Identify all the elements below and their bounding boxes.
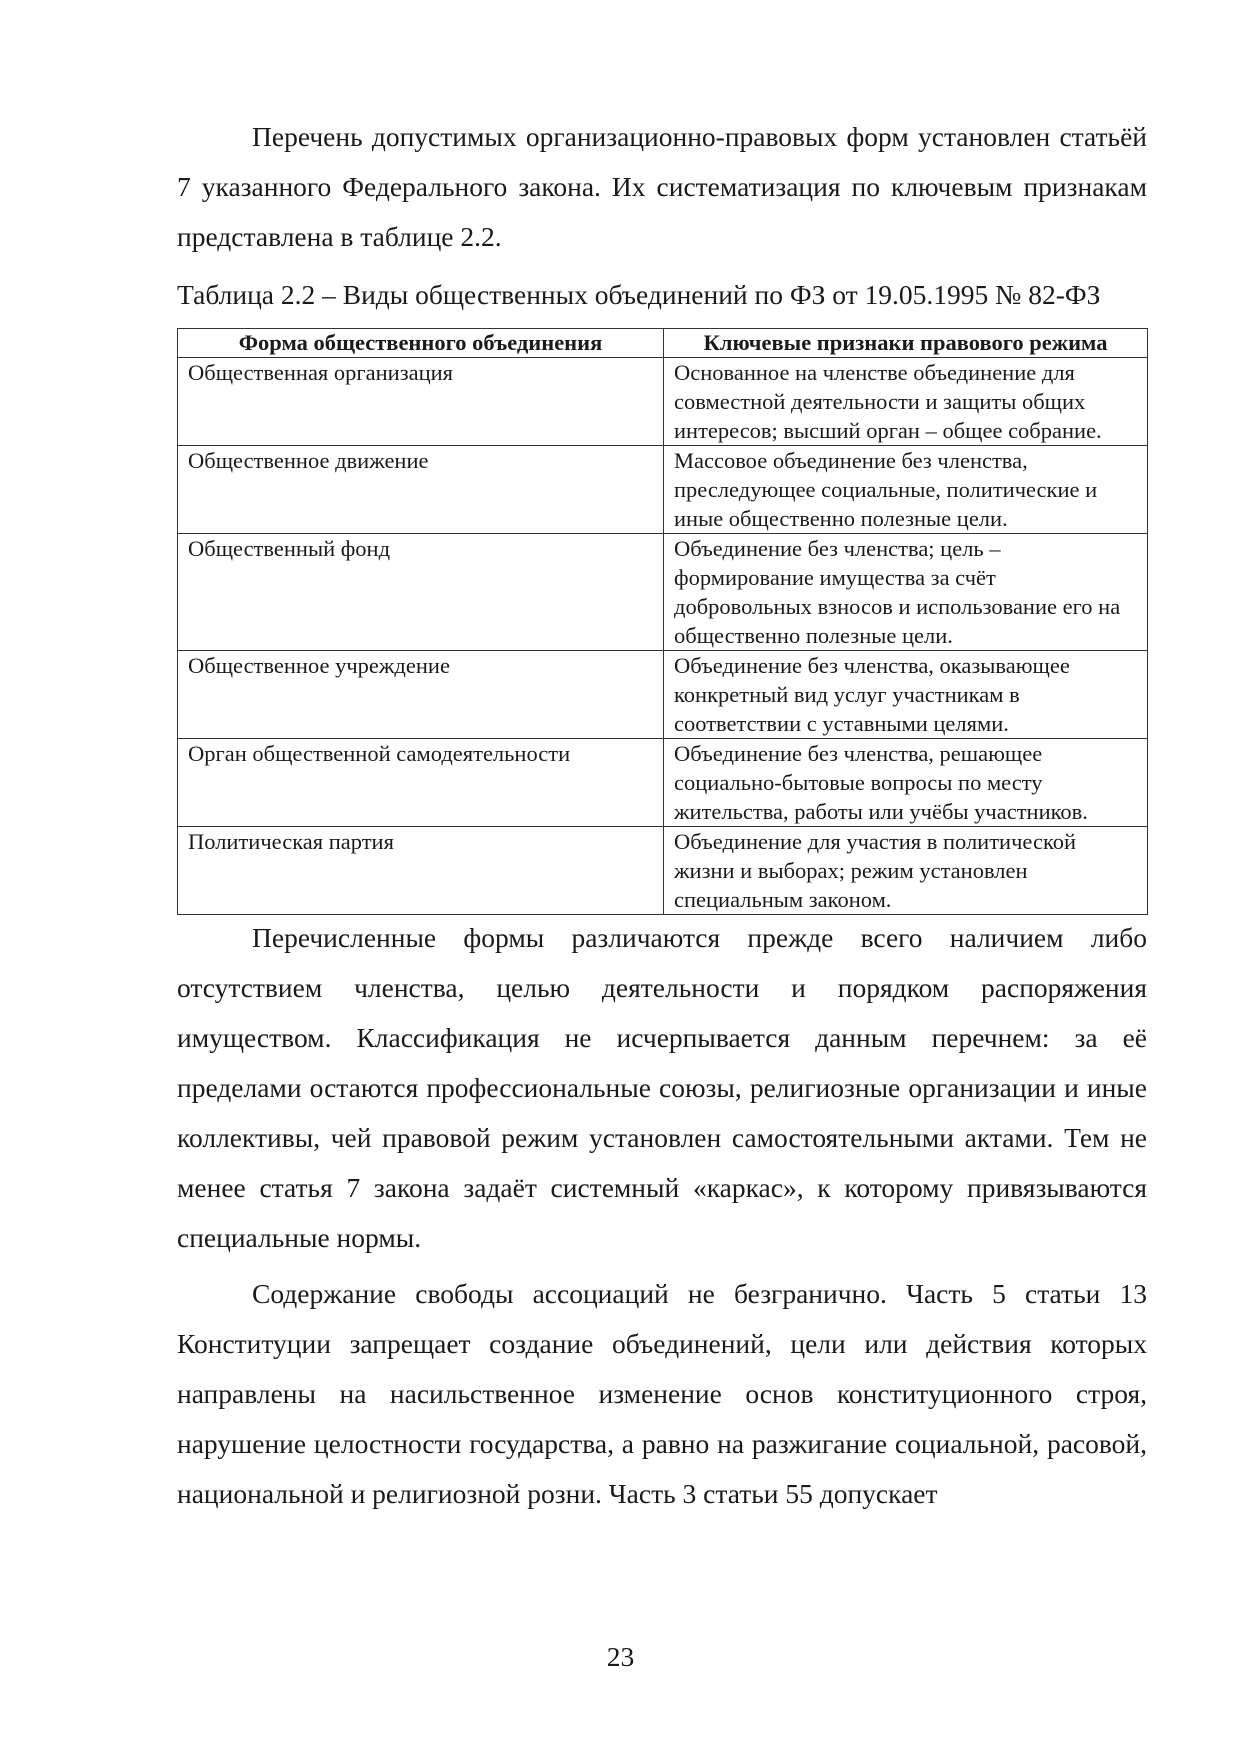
- cell-form: Общественное движение: [178, 446, 664, 534]
- column-header-form: Форма общественного объединения: [178, 329, 664, 358]
- cell-features: Объединение для участия в политической жизни и выборах; режим установлен специальным законом.: [664, 827, 1148, 915]
- cell-form: Общественное учреждение: [178, 651, 664, 739]
- page-number: 23: [606, 1641, 635, 1672]
- cell-features: Объединение без членства, решающее социально-бытовые вопросы по месту жительства, работы или учёбы участников.: [664, 739, 1148, 827]
- table-row: [178, 358, 1148, 446]
- table-row: [178, 827, 1148, 915]
- cell-features: Основанное на членстве объединение для совместной деятельности и защиты общих интересов; высший орган – общее собрание.: [664, 358, 1148, 446]
- paragraph-after-table: Перечисленные формы различаются прежде всего наличием либо отсутствием членства, целью деятельности и порядком распоряжения имуществом. Классификация не исчерпывается данным перечнем: за её пределами остаются профессиональные союзы, религиозные организации и иные коллективы, чей правовой режим установлен самостоятельными актами. Тем не менее статья 7 закона задаёт системный «каркас», к которому привязываются специальные нормы.: [177, 922, 1147, 1253]
- table-row: [178, 446, 1148, 534]
- document-page: [177, 112, 1147, 1519]
- cell-form: Политическая партия: [178, 827, 664, 915]
- organization-forms-table: [177, 328, 1148, 915]
- cell-form: Орган общественной самодеятельности: [178, 739, 664, 827]
- table-header-row: [178, 329, 1148, 358]
- cell-form: Общественный фонд: [178, 534, 664, 651]
- table-caption: Таблица 2.2 – Виды общественных объединений по ФЗ от 19.05.1995 № 82-ФЗ: [177, 279, 1101, 310]
- cell-form: Общественная организация: [178, 358, 664, 446]
- cell-features: Объединение без членства; цель – формирование имущества за счёт добровольных взносов и использование его на общественно полезные цели.: [664, 534, 1148, 651]
- table-row: [178, 534, 1148, 651]
- cell-features: Объединение без членства, оказывающее конкретный вид услуг участникам в соответствии с уставными целями.: [664, 651, 1148, 739]
- cell-features: Массовое объединение без членства, преследующее социальные, политические и иные общественно полезные цели.: [664, 446, 1148, 534]
- column-header-features: Ключевые признаки правового режима: [664, 329, 1148, 358]
- paragraph-final: Содержание свободы ассоциаций не безгранично. Часть 5 статьи 13 Конституции запрещает создание объединений, цели или действия которых направлены на насильственное изменение основ конституционного строя, нарушение целостности государства, а равно на разжигание социальной, расовой, национальной и религиозной розни. Часть 3 статьи 55 допускает: [177, 1278, 1147, 1509]
- table-row: [178, 651, 1148, 739]
- intro-paragraph: Перечень допустимых организационно-правовых форм установлен статьёй 7 указанного Федерального закона. Их систематизация по ключевым признакам представлена в таблице 2.2.: [177, 121, 1147, 252]
- table-row: [178, 739, 1148, 827]
